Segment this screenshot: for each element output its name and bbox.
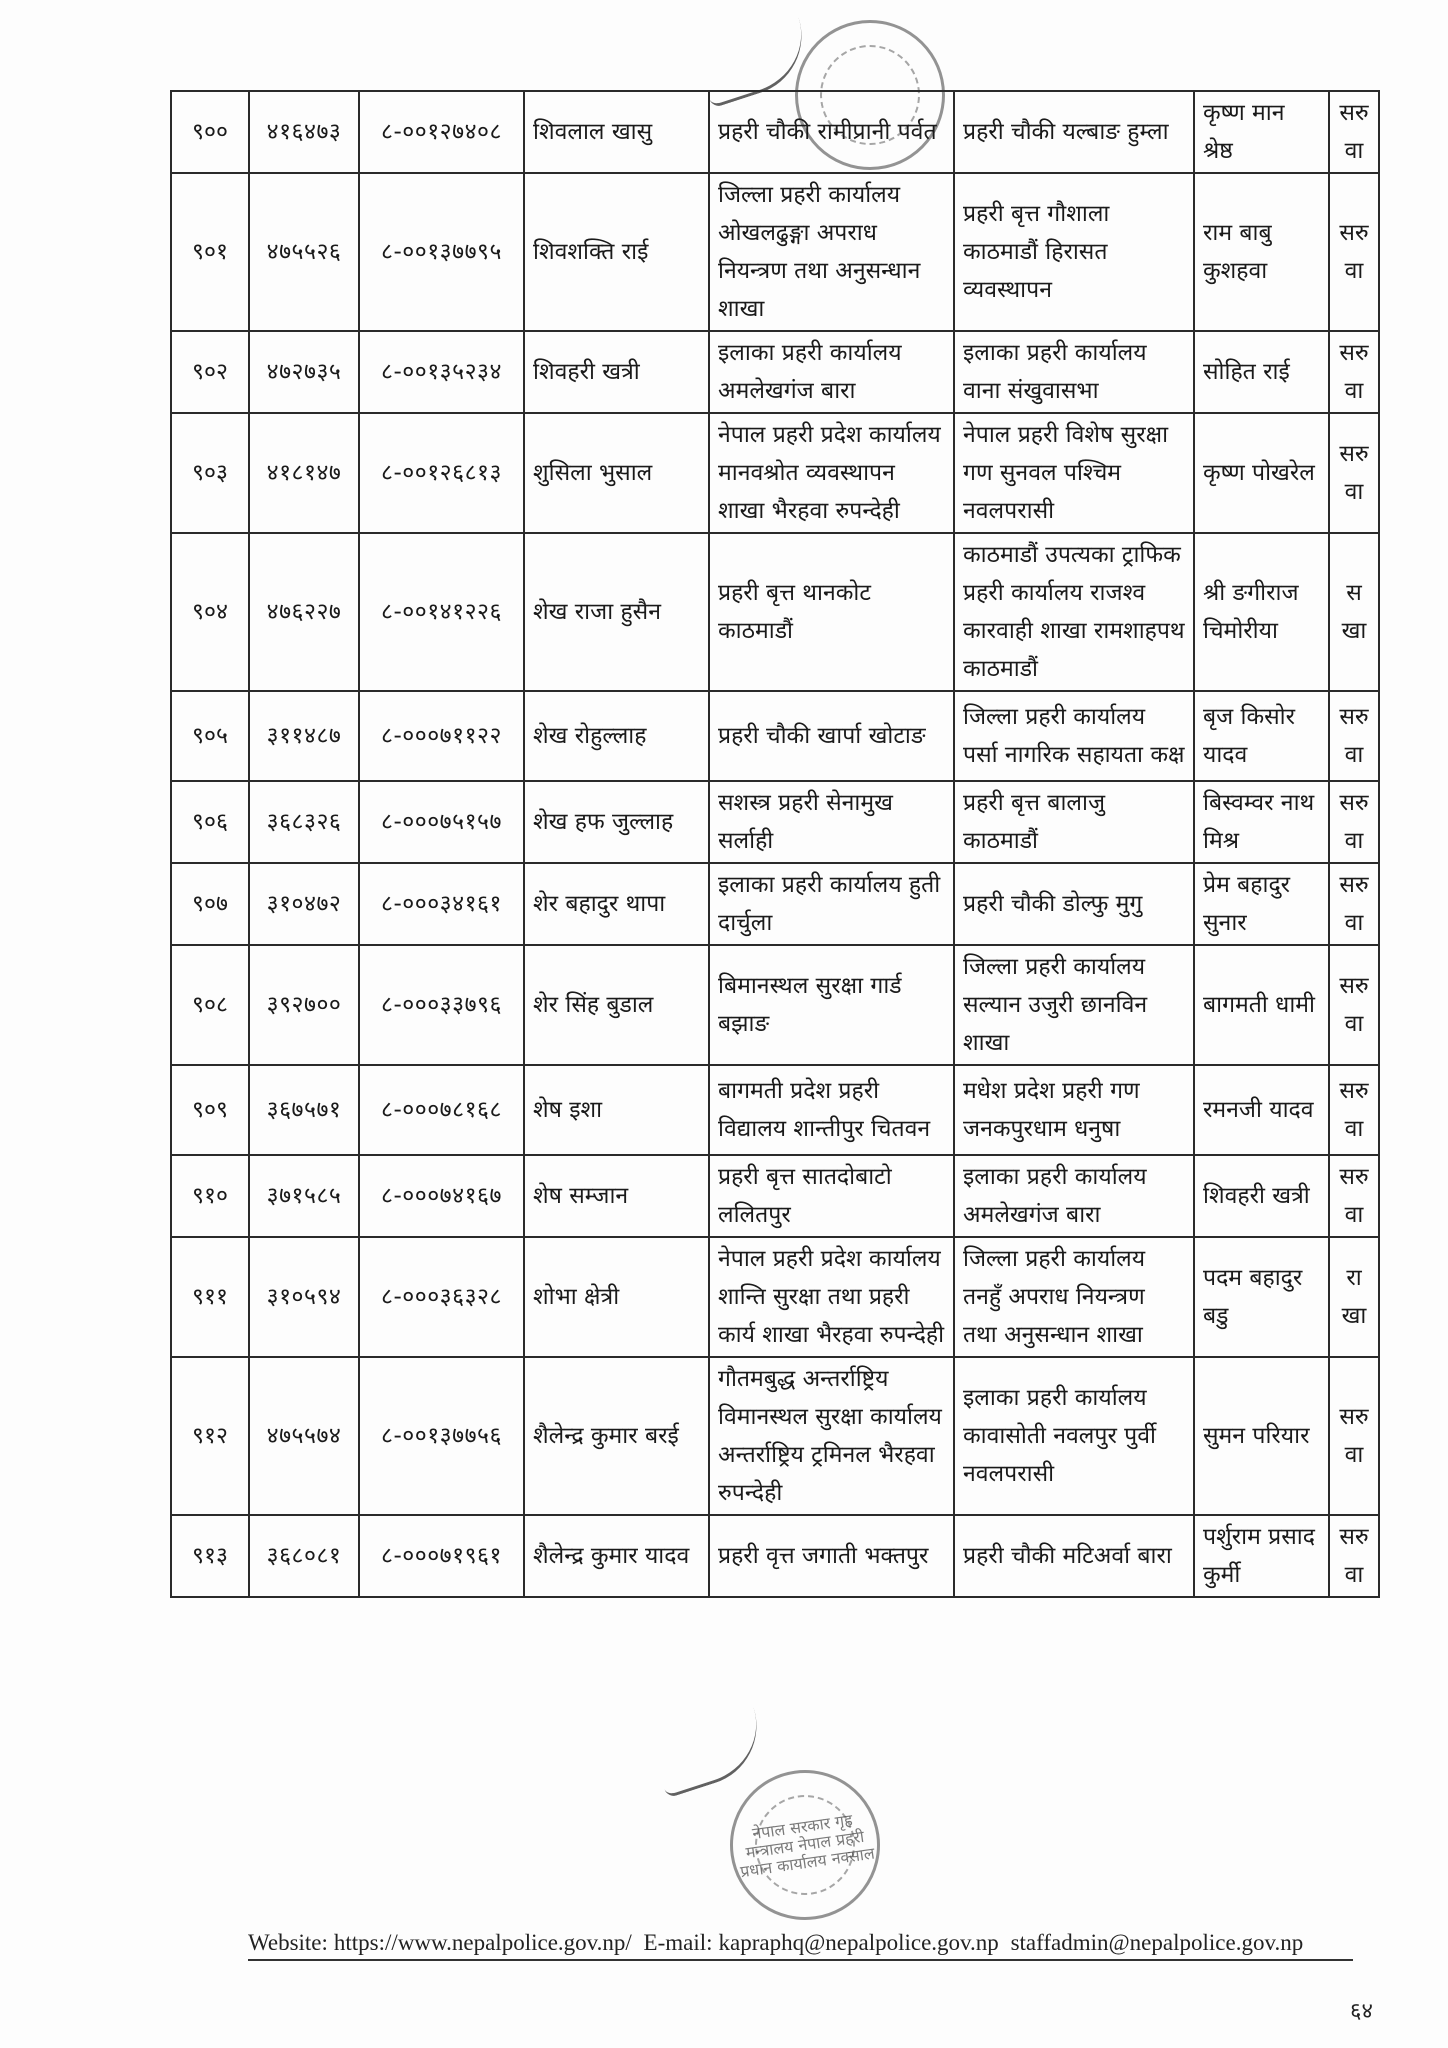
new-office-cell: प्रहरी चौकी यल्बाङ हुम्ला <box>954 91 1194 173</box>
seal-label: नेपाल सरकार गृह मन्त्रालय नेपाल प्रहरी प्रधान कार्यालय नक्साल <box>739 1810 876 1882</box>
serial-number-cell: ९०० <box>171 91 249 173</box>
new-office-cell: मधेश प्रदेश प्रहरी गण जनकपुरधाम धनुषा <box>954 1065 1194 1155</box>
person-name-cell: शेष इशा <box>524 1065 709 1155</box>
replacement-name-cell: पदम बहादुर बडु <box>1194 1237 1329 1357</box>
employee-id-cell: ४१६४७३ <box>249 91 359 173</box>
staff-code-cell: ८-००१३५२३४ <box>359 331 524 413</box>
table-row <box>171 863 1379 945</box>
table-body <box>171 91 1379 1597</box>
staff-code-cell: ८-००१३७७९५ <box>359 173 524 331</box>
employee-id-cell: ४७२७३५ <box>249 331 359 413</box>
employee-id-cell: ३१०४७२ <box>249 863 359 945</box>
serial-number-cell: ९०८ <box>171 945 249 1065</box>
action-type-cell: सरुवा <box>1329 1065 1379 1155</box>
person-name-cell: शेख हफ जुल्लाह <box>524 781 709 863</box>
replacement-name-cell: सुमन परियार <box>1194 1357 1329 1515</box>
serial-number-cell: ९०५ <box>171 691 249 781</box>
employee-id-cell: ४१८१४७ <box>249 413 359 533</box>
serial-number-cell: ९१३ <box>171 1515 249 1597</box>
person-name-cell: शिवलाल खासु <box>524 91 709 173</box>
table-row <box>171 173 1379 331</box>
table-row <box>171 1515 1379 1597</box>
serial-number-cell: ९०२ <box>171 331 249 413</box>
action-type-cell: सरुवा <box>1329 863 1379 945</box>
page-number: ६४ <box>1350 1999 1373 2024</box>
person-name-cell: शेख रोहुल्लाह <box>524 691 709 781</box>
replacement-name-cell: श्री ङगीराज चिमोरीया <box>1194 533 1329 691</box>
replacement-name-cell: प्रेम बहादुर सुनार <box>1194 863 1329 945</box>
replacement-name-cell: रमनजी यादव <box>1194 1065 1329 1155</box>
employee-id-cell: ३११४८७ <box>249 691 359 781</box>
serial-number-cell: ९११ <box>171 1237 249 1357</box>
person-name-cell: शैलेन्द्र कुमार बरई <box>524 1357 709 1515</box>
person-name-cell: शेख राजा हुसैन <box>524 533 709 691</box>
new-office-cell: नेपाल प्रहरी विशेष सुरक्षा गण सुनवल पश्चिम नवलपरासी <box>954 413 1194 533</box>
person-name-cell: शेर सिंह बुडाल <box>524 945 709 1065</box>
footer-contact <box>248 1930 1353 1961</box>
action-type-cell: सरुवा <box>1329 781 1379 863</box>
action-type-cell: सरुवा <box>1329 173 1379 331</box>
replacement-name-cell: शिवहरी खत्री <box>1194 1155 1329 1237</box>
staff-code-cell: ८-०००७४१६७ <box>359 1155 524 1237</box>
serial-number-cell: ९०३ <box>171 413 249 533</box>
new-office-cell: प्रहरी चौकी मटिअर्वा बारा <box>954 1515 1194 1597</box>
replacement-name-cell: सोहित राई <box>1194 331 1329 413</box>
replacement-name-cell: बृज किसोर यादव <box>1194 691 1329 781</box>
staff-code-cell: ८-०००७५१५७ <box>359 781 524 863</box>
staff-code-cell: ८-००१२६८१३ <box>359 413 524 533</box>
serial-number-cell: ९०७ <box>171 863 249 945</box>
transfer-table <box>170 90 1380 1598</box>
employee-id-cell: ३१०५९४ <box>249 1237 359 1357</box>
new-office-cell: प्रहरी बृत्त बालाजु काठमाडौं <box>954 781 1194 863</box>
new-office-cell: प्रहरी बृत्त गौशाला काठमाडौं हिरासत व्यवस्थापन <box>954 173 1194 331</box>
person-name-cell: शिवशक्ति राई <box>524 173 709 331</box>
staff-code-cell: ८-०००७१९६१ <box>359 1515 524 1597</box>
table-row <box>171 781 1379 863</box>
employee-id-cell: ३७१५८५ <box>249 1155 359 1237</box>
new-office-cell: काठमाडौं उपत्यका ट्राफिक प्रहरी कार्यालय राजश्व कारवाही शाखा रामशाहपथ काठमाडौं <box>954 533 1194 691</box>
email-link-1[interactable]: kapraphq@nepalpolice.gov.np <box>718 1930 999 1955</box>
current-office-cell: नेपाल प्रहरी प्रदेश कार्यालय शान्ति सुरक्षा तथा प्रहरी कार्य शाखा भैरहवा रुपन्देही <box>709 1237 954 1357</box>
table-row <box>171 1237 1379 1357</box>
action-type-cell: राखा <box>1329 1237 1379 1357</box>
current-office-cell: बिमानस्थल सुरक्षा गार्ड बझाङ <box>709 945 954 1065</box>
staff-code-cell: ८-००१४१२२६ <box>359 533 524 691</box>
current-office-cell: गौतमबुद्ध अन्तर्राष्ट्रिय विमानस्थल सुरक्षा कार्यालय अन्तर्राष्ट्रिय ट्रमिनल भैरहवा रुपन्देही <box>709 1357 954 1515</box>
table-row <box>171 91 1379 173</box>
staff-code-cell: ८-०००३३७९६ <box>359 945 524 1065</box>
website-link[interactable]: https://www.nepalpolice.gov.np/ <box>333 1930 632 1955</box>
action-type-cell: सरुवा <box>1329 691 1379 781</box>
person-name-cell: शेष सम्जान <box>524 1155 709 1237</box>
table-row <box>171 413 1379 533</box>
staff-code-cell: ८-०००३६३२८ <box>359 1237 524 1357</box>
new-office-cell: प्रहरी चौकी डोल्फु मुगु <box>954 863 1194 945</box>
table-row <box>171 331 1379 413</box>
serial-number-cell: ९०९ <box>171 1065 249 1155</box>
email-label: E-mail: <box>643 1930 713 1955</box>
new-office-cell: जिल्ला प्रहरी कार्यालय सल्यान उजुरी छानविन शाखा <box>954 945 1194 1065</box>
replacement-name-cell: कृष्ण मान श्रेष्ठ <box>1194 91 1329 173</box>
table-row <box>171 1155 1379 1237</box>
employee-id-cell: ३९२७०० <box>249 945 359 1065</box>
current-office-cell: इलाका प्रहरी कार्यालय अमलेखगंज बारा <box>709 331 954 413</box>
action-type-cell: सरुवा <box>1329 1155 1379 1237</box>
new-office-cell: जिल्ला प्रहरी कार्यालय पर्सा नागरिक सहायता कक्ष <box>954 691 1194 781</box>
table-row <box>171 691 1379 781</box>
employee-id-cell: ४७६२२७ <box>249 533 359 691</box>
current-office-cell: बागमती प्रदेश प्रहरी विद्यालय शान्तीपुर चितवन <box>709 1065 954 1155</box>
table-row <box>171 945 1379 1065</box>
person-name-cell: शुसिला भुसाल <box>524 413 709 533</box>
replacement-name-cell: कृष्ण पोखरेल <box>1194 413 1329 533</box>
new-office-cell: इलाका प्रहरी कार्यालय कावासोती नवलपुर पुर्वी नवलपरासी <box>954 1357 1194 1515</box>
action-type-cell: सखा <box>1329 533 1379 691</box>
table-row <box>171 533 1379 691</box>
current-office-cell: प्रहरी चौकी रामीप्रानी पर्वत <box>709 91 954 173</box>
action-type-cell: सरुवा <box>1329 1357 1379 1515</box>
person-name-cell: शेर बहादुर थापा <box>524 863 709 945</box>
current-office-cell: जिल्ला प्रहरी कार्यालय ओखलढुङ्गा अपराध नियन्त्रण तथा अनुसन्धान शाखा <box>709 173 954 331</box>
staff-code-cell: ८-००१२७४०८ <box>359 91 524 173</box>
serial-number-cell: ९०४ <box>171 533 249 691</box>
serial-number-cell: ९०६ <box>171 781 249 863</box>
current-office-cell: नेपाल प्रहरी प्रदेश कार्यालय मानवश्रोत व्यवस्थापन शाखा भैरहवा रुपन्देही <box>709 413 954 533</box>
action-type-cell: सरुवा <box>1329 413 1379 533</box>
employee-id-cell: ४७५५२६ <box>249 173 359 331</box>
email-link-2[interactable]: staffadmin@nepalpolice.gov.np <box>1010 1930 1304 1955</box>
current-office-cell: प्रहरी वृत्त जगाती भक्तपुर <box>709 1515 954 1597</box>
person-name-cell: शैलेन्द्र कुमार यादव <box>524 1515 709 1597</box>
staff-code-cell: ८-०००३४१६१ <box>359 863 524 945</box>
person-name-cell: शोभा क्षेत्री <box>524 1237 709 1357</box>
person-name-cell: शिवहरी खत्री <box>524 331 709 413</box>
action-type-cell: सरुवा <box>1329 1515 1379 1597</box>
employee-id-cell: ३६८०८१ <box>249 1515 359 1597</box>
new-office-cell: इलाका प्रहरी कार्यालय वाना संखुवासभा <box>954 331 1194 413</box>
current-office-cell: इलाका प्रहरी कार्यालय हुती दार्चुला <box>709 863 954 945</box>
table-row <box>171 1065 1379 1155</box>
employee-id-cell: ३६७५७१ <box>249 1065 359 1155</box>
staff-code-cell: ८-०००७११२२ <box>359 691 524 781</box>
new-office-cell: जिल्ला प्रहरी कार्यालय तनहुँ अपराध नियन्त्रण तथा अनुसन्धान शाखा <box>954 1237 1194 1357</box>
new-office-cell: इलाका प्रहरी कार्यालय अमलेखगंज बारा <box>954 1155 1194 1237</box>
action-type-cell: सरुवा <box>1329 91 1379 173</box>
employee-id-cell: ४७५५७४ <box>249 1357 359 1515</box>
serial-number-cell: ९०१ <box>171 173 249 331</box>
replacement-name-cell: बिस्वम्वर नाथ मिश्र <box>1194 781 1329 863</box>
serial-number-cell: ९१२ <box>171 1357 249 1515</box>
current-office-cell: प्रहरी बृत्त सातदोबाटो ललितपुर <box>709 1155 954 1237</box>
table-row <box>171 1357 1379 1515</box>
serial-number-cell: ९१० <box>171 1155 249 1237</box>
replacement-name-cell: बागमती धामी <box>1194 945 1329 1065</box>
current-office-cell: प्रहरी बृत्त थानकोट काठमाडौं <box>709 533 954 691</box>
website-label: Website: <box>248 1930 328 1955</box>
staff-code-cell: ८-००१३७७५६ <box>359 1357 524 1515</box>
current-office-cell: सशस्त्र प्रहरी सेनामुख सर्लाही <box>709 781 954 863</box>
action-type-cell: सरुवा <box>1329 945 1379 1065</box>
staff-code-cell: ८-०००७८१६८ <box>359 1065 524 1155</box>
current-office-cell: प्रहरी चौकी खार्पा खोटाङ <box>709 691 954 781</box>
replacement-name-cell: पर्शुराम प्रसाद कुर्मी <box>1194 1515 1329 1597</box>
employee-id-cell: ३६८३२६ <box>249 781 359 863</box>
action-type-cell: सरुवा <box>1329 331 1379 413</box>
replacement-name-cell: राम बाबु कुशहवा <box>1194 173 1329 331</box>
